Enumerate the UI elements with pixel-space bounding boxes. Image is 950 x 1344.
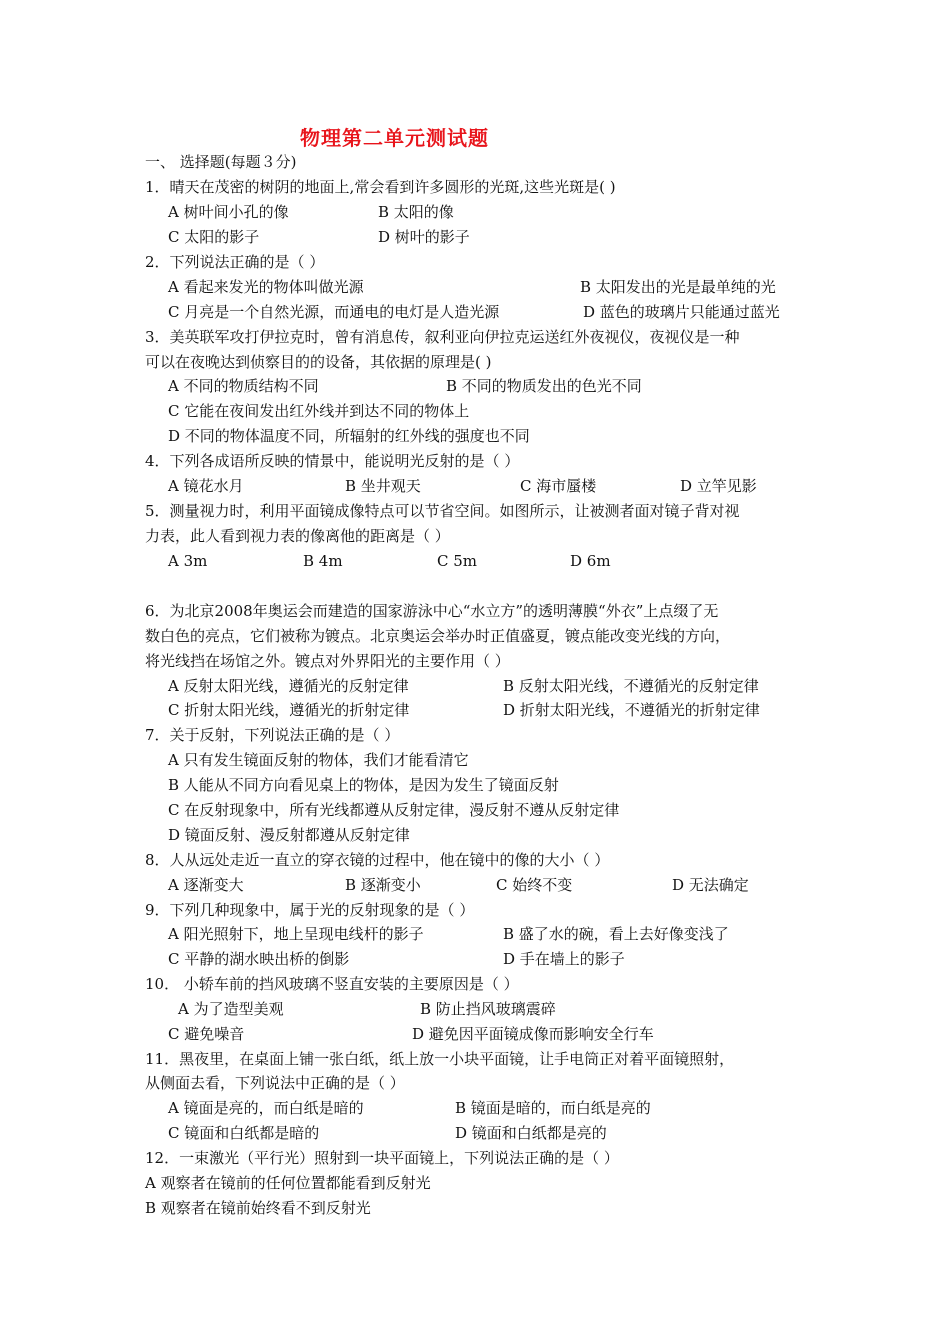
q9-option-a: A 阳光照射下，地上呈现电线杆的影子 [168, 925, 424, 943]
question-3-stem-line-2: 可以在夜晚达到侦察目的的设备，其依据的原理是( ) [145, 353, 492, 371]
q12-option-b: B 观察者在镜前始终看不到反射光 [145, 1199, 371, 1217]
q3-option-d: D 不同的物体温度不同，所辐射的红外线的强度也不同 [168, 427, 530, 445]
q1-option-c: C 太阳的影子 [168, 228, 260, 246]
q4-option-c: C 海市蜃楼 [520, 477, 597, 495]
page-title: 物理第二单元测试题 [300, 126, 489, 150]
q1-option-d: D 树叶的影子 [378, 228, 470, 246]
question-5-stem-line-2: 力表，此人看到视力表的像离他的距离是（ ） [145, 527, 450, 545]
question-9-stem: 9．下列几种现象中，属于光的反射现象的是（ ） [145, 901, 475, 919]
q11-option-c: C 镜面和白纸都是暗的 [168, 1124, 320, 1142]
q3-option-b: B 不同的物质发出的色光不同 [446, 377, 642, 395]
q4-option-d: D 立竿见影 [680, 477, 757, 495]
question-6-stem-line-1: 6．为北京2008年奥运会而建造的国家游泳中心“水立方”的透明薄膜“外衣”上点缀了无 [145, 602, 719, 620]
section-header: 一、 选择题(每题３分) [145, 153, 297, 171]
q1-option-b: B 太阳的像 [378, 203, 454, 221]
question-10-stem: 10． 小轿车前的挡风玻璃不竖直安装的主要原因是（ ） [145, 975, 519, 993]
q8-option-a: A 逐渐变大 [168, 876, 244, 894]
q10-option-a: A 为了造型美观 [178, 1000, 284, 1018]
q12-option-a: A 观察者在镜前的任何位置都能看到反射光 [145, 1174, 431, 1192]
q6-option-b: B 反射太阳光线，不遵循光的反射定律 [503, 677, 759, 695]
q10-option-d: D 避免因平面镜成像而影响安全行车 [412, 1025, 654, 1043]
q8-option-b: B 逐渐变小 [345, 876, 421, 894]
q11-option-b: B 镜面是暗的，而白纸是亮的 [455, 1099, 651, 1117]
q6-option-d: D 折射太阳光线，不遵循光的折射定律 [503, 701, 760, 719]
q7-option-d: D 镜面反射、漫反射都遵从反射定律 [168, 826, 410, 844]
question-12-stem: 12．一束激光（平行光）照射到一块平面镜上，下列说法正确的是（ ） [145, 1149, 619, 1167]
q9-option-b: B 盛了水的碗，看上去好像变浅了 [503, 925, 729, 943]
q9-option-c: C 平静的湖水映出桥的倒影 [168, 950, 350, 968]
q2-option-b: B 太阳发出的光是最单纯的光 [580, 278, 776, 296]
q11-option-d: D 镜面和白纸都是亮的 [455, 1124, 607, 1142]
q8-option-c: C 始终不变 [496, 876, 573, 894]
q3-option-a: A 不同的物质结构不同 [168, 377, 319, 395]
q4-option-a: A 镜花水月 [168, 477, 244, 495]
q11-option-a: A 镜面是亮的，而白纸是暗的 [168, 1099, 364, 1117]
question-6-stem-line-3: 将光线挡在场馆之外。镀点对外界阳光的主要作用（ ） [145, 652, 510, 670]
question-4-stem: 4．下列各成语所反映的情景中，能说明光反射的是（ ） [145, 452, 520, 470]
q7-option-c: C 在反射现象中，所有光线都遵从反射定律，漫反射不遵从反射定律 [168, 801, 620, 819]
q8-option-d: D 无法确定 [672, 876, 749, 894]
q2-option-a: A 看起来发光的物体叫做光源 [168, 278, 364, 296]
q1-option-a: A 树叶间小孔的像 [168, 203, 289, 221]
q5-option-c: C 5m [437, 552, 478, 570]
question-11-stem-line-2: 从侧面去看，下列说法中正确的是（ ） [145, 1074, 405, 1092]
q5-option-b: B 4m [303, 552, 343, 570]
question-5-stem-line-1: 5．测量视力时，利用平面镜成像特点可以节省空间。如图所示，让被测者面对镜子背对视 [145, 502, 740, 520]
question-7-stem: 7．关于反射，下列说法正确的是（ ） [145, 726, 400, 744]
question-6-stem-line-2: 数白色的亮点，它们被称为镀点。北京奥运会举办时正值盛夏，镀点能改变光线的方向， [145, 627, 731, 645]
q10-option-c: C 避免噪音 [168, 1025, 245, 1043]
q5-option-d: D 6m [570, 552, 611, 570]
q10-option-b: B 防止挡风玻璃震碎 [420, 1000, 556, 1018]
q7-option-a: A 只有发生镜面反射的物体，我们才能看清它 [168, 751, 469, 769]
question-1-stem: 1．晴天在茂密的树阴的地面上,常会看到许多圆形的光斑,这些光斑是( ) [145, 178, 616, 196]
q2-option-d: D 蓝色的玻璃片只能通过蓝光 [583, 303, 780, 321]
q5-option-a: A 3m [168, 552, 208, 570]
question-11-stem-line-1: 11．黑夜里，在桌面上铺一张白纸，纸上放一小块平面镜，让手电筒正对着平面镜照射， [145, 1050, 735, 1068]
q4-option-b: B 坐井观天 [345, 477, 421, 495]
question-3-stem-line-1: 3．美英联军攻打伊拉克时，曾有消息传，叙利亚向伊拉克运送红外夜视仪，夜视仪是一种 [145, 328, 740, 346]
question-8-stem: 8．人从远处走近一直立的穿衣镜的过程中，他在镜中的像的大小（ ） [145, 851, 610, 869]
q6-option-a: A 反射太阳光线，遵循光的反射定律 [168, 677, 409, 695]
q9-option-d: D 手在墙上的影子 [503, 950, 625, 968]
q7-option-b: B 人能从不同方向看见桌上的物体，是因为发生了镜面反射 [168, 776, 559, 794]
question-2-stem: 2．下列说法正确的是（ ） [145, 253, 325, 271]
q6-option-c: C 折射太阳光线，遵循光的折射定律 [168, 701, 410, 719]
q2-option-c: C 月亮是一个自然光源，而通电的电灯是人造光源 [168, 303, 500, 321]
q3-option-c: C 它能在夜间发出红外线并到达不同的物体上 [168, 402, 470, 420]
